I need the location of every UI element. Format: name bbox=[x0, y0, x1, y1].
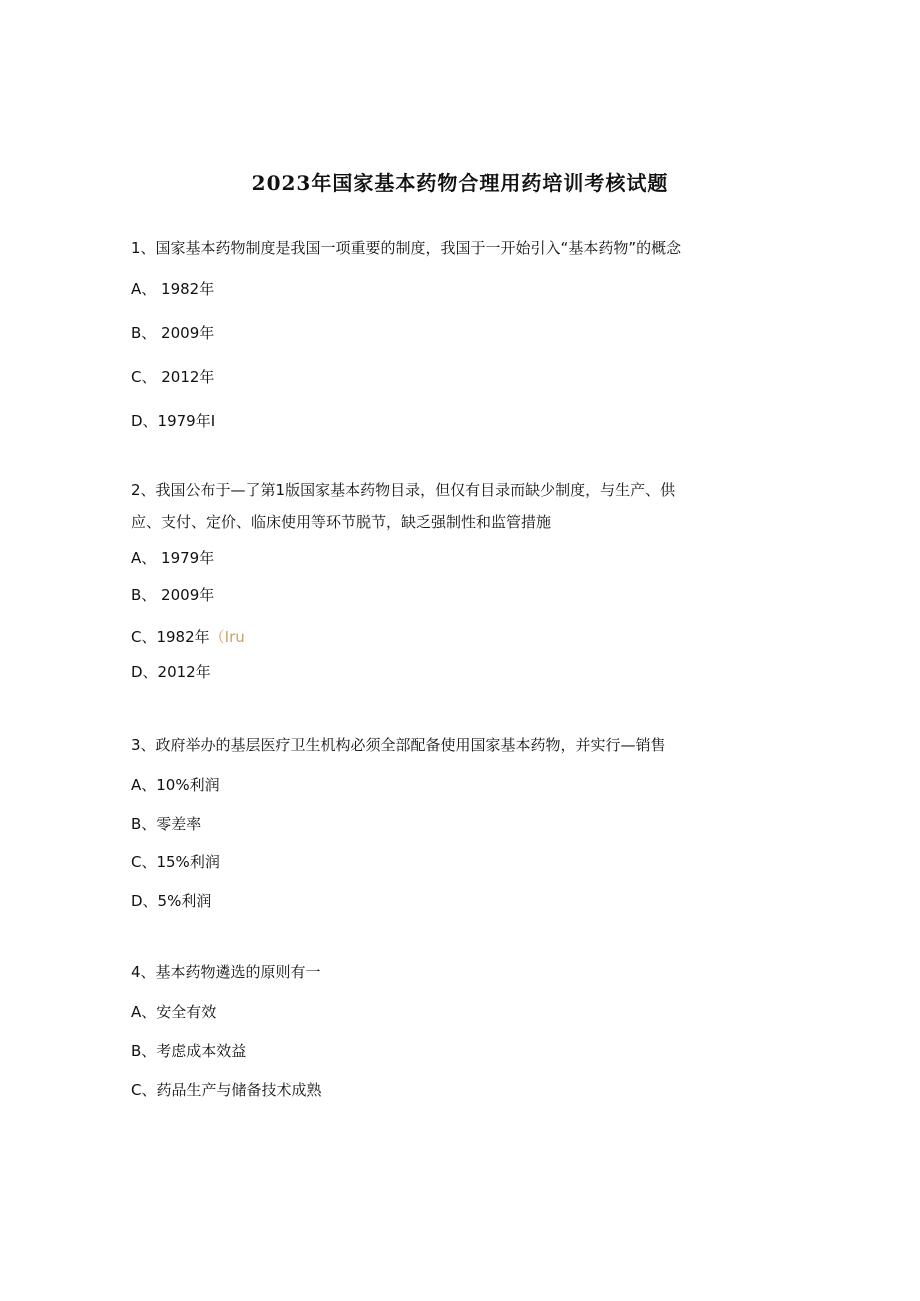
handwritten-note: （Iru bbox=[209, 628, 245, 646]
question-2-text-line-1: 2、我国公布于—了第1版国家基本药物目录，但仅有目录而缺少制度，与生产、供 bbox=[131, 481, 676, 499]
question-1-option-d: D、1979年I bbox=[131, 412, 216, 430]
question-4-option-b: B、考虑成本效益 bbox=[131, 1042, 247, 1060]
question-3-option-a: A、10%利润 bbox=[131, 776, 220, 794]
question-4-text: 4、基本药物遴选的原则有一 bbox=[131, 963, 321, 981]
question-2-text-line-2: 应、支付、定价、临床使用等环节脱节，缺乏强制性和监管措施 bbox=[131, 513, 552, 531]
question-2-option-c-label: C、1982年 bbox=[131, 628, 210, 646]
question-1-option-b: B、 2009年 bbox=[131, 324, 215, 342]
question-1-text: 1、国家基本药物制度是我国一项重要的制度，我国于一开始引入“基本药物”的概念 bbox=[131, 239, 682, 257]
question-2-option-b: B、 2009年 bbox=[131, 586, 215, 604]
question-1-option-a: A、 1982年 bbox=[131, 280, 215, 298]
question-3-option-b: B、零差率 bbox=[131, 815, 202, 833]
question-1-option-c: C、 2012年 bbox=[131, 368, 215, 386]
page-title: 2023年国家基本药物合理用药培训考核试题 bbox=[251, 171, 669, 195]
question-2-option-c bbox=[131, 627, 245, 647]
question-2-option-d: D、2012年 bbox=[131, 663, 211, 681]
question-4-option-a: A、安全有效 bbox=[131, 1003, 217, 1021]
question-3-option-c: C、15%利润 bbox=[131, 853, 220, 871]
question-3-text: 3、政府举办的基层医疗卫生机构必须全部配备使用国家基本药物，并实行—销售 bbox=[131, 736, 666, 754]
question-4-option-c: C、药品生产与储备技术成熟 bbox=[131, 1081, 322, 1099]
question-3-option-d: D、5%利润 bbox=[131, 892, 212, 910]
question-2-option-a: A、 1979年 bbox=[131, 549, 215, 567]
